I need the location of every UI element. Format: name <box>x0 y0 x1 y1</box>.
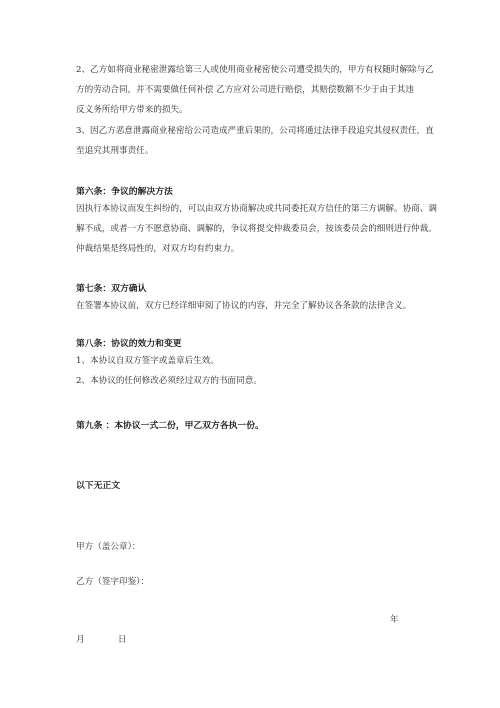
article-7-line-1: 在签署本协议前，双方已经详细审阅了协议的内容，并完全了解协议各条款的法律含义。 <box>76 301 412 311</box>
date-year: 年 <box>390 615 399 625</box>
date-day: 日 <box>118 635 127 645</box>
date-month: 月 <box>76 635 85 645</box>
clause-3 <box>76 121 432 161</box>
clause-2-line-1: 2、乙方如将商业秘密泄露给第三人或使用商业秘密使公司遭受损失的，甲方有权随时解除与乙 <box>76 65 434 75</box>
clause-2 <box>76 60 432 120</box>
clause-2-line-3: 反义务所给甲方带来的损失。 <box>76 105 188 115</box>
article-6-title: 第六条：争议的解决方法 <box>76 187 173 197</box>
article-7-body <box>76 296 432 316</box>
clause-3-line-1: 3、因乙方恶意泄露商业秘密给公司造成严重后果的，公司将通过法律手段追究其侵权责任，直 <box>76 126 434 136</box>
article-8-line-1: 1、本协议自双方签字或盖章后生效。 <box>76 356 219 366</box>
article-6-body <box>76 199 437 259</box>
clause-3-line-2: 至追究其刑事责任。 <box>76 146 154 156</box>
no-text-below: 以下无正文 <box>76 481 120 491</box>
party-a-signature-line: 甲方（盖公章）： <box>76 542 141 552</box>
article-7-title: 第七条：双方确认 <box>76 284 147 294</box>
article-8-body <box>76 351 432 391</box>
article-6-line-3: 仲裁结果是终局性的，对双方均有约束力。 <box>76 244 240 254</box>
article-6-line-2: 解不成，或者一方不愿意协商、调解的，争议将提交仲裁委员会，按该委员会的细则进行仲裁。 <box>76 224 437 234</box>
article-9-title: 第九条 ：本协议一式二份，甲乙双方各执一份。 <box>76 421 264 431</box>
party-b-signature-line: 乙方（签字印鉴）： <box>76 577 150 587</box>
article-8-title: 第八条：协议的效力和变更 <box>76 339 182 349</box>
article-6-line-1: 因执行本协议而发生纠纷的，可以由双方协商解决或共同委托双方信任的第三方调解。协商、调 <box>76 204 437 214</box>
clause-2-line-2: 方的劳动合同，并不需要做任何补偿 乙方应对公司进行赔偿，其赔偿数额不少于由于其违 <box>76 85 414 95</box>
article-8-line-2: 2、本协议的任何修改必须经过双方的书面同意。 <box>76 376 262 386</box>
